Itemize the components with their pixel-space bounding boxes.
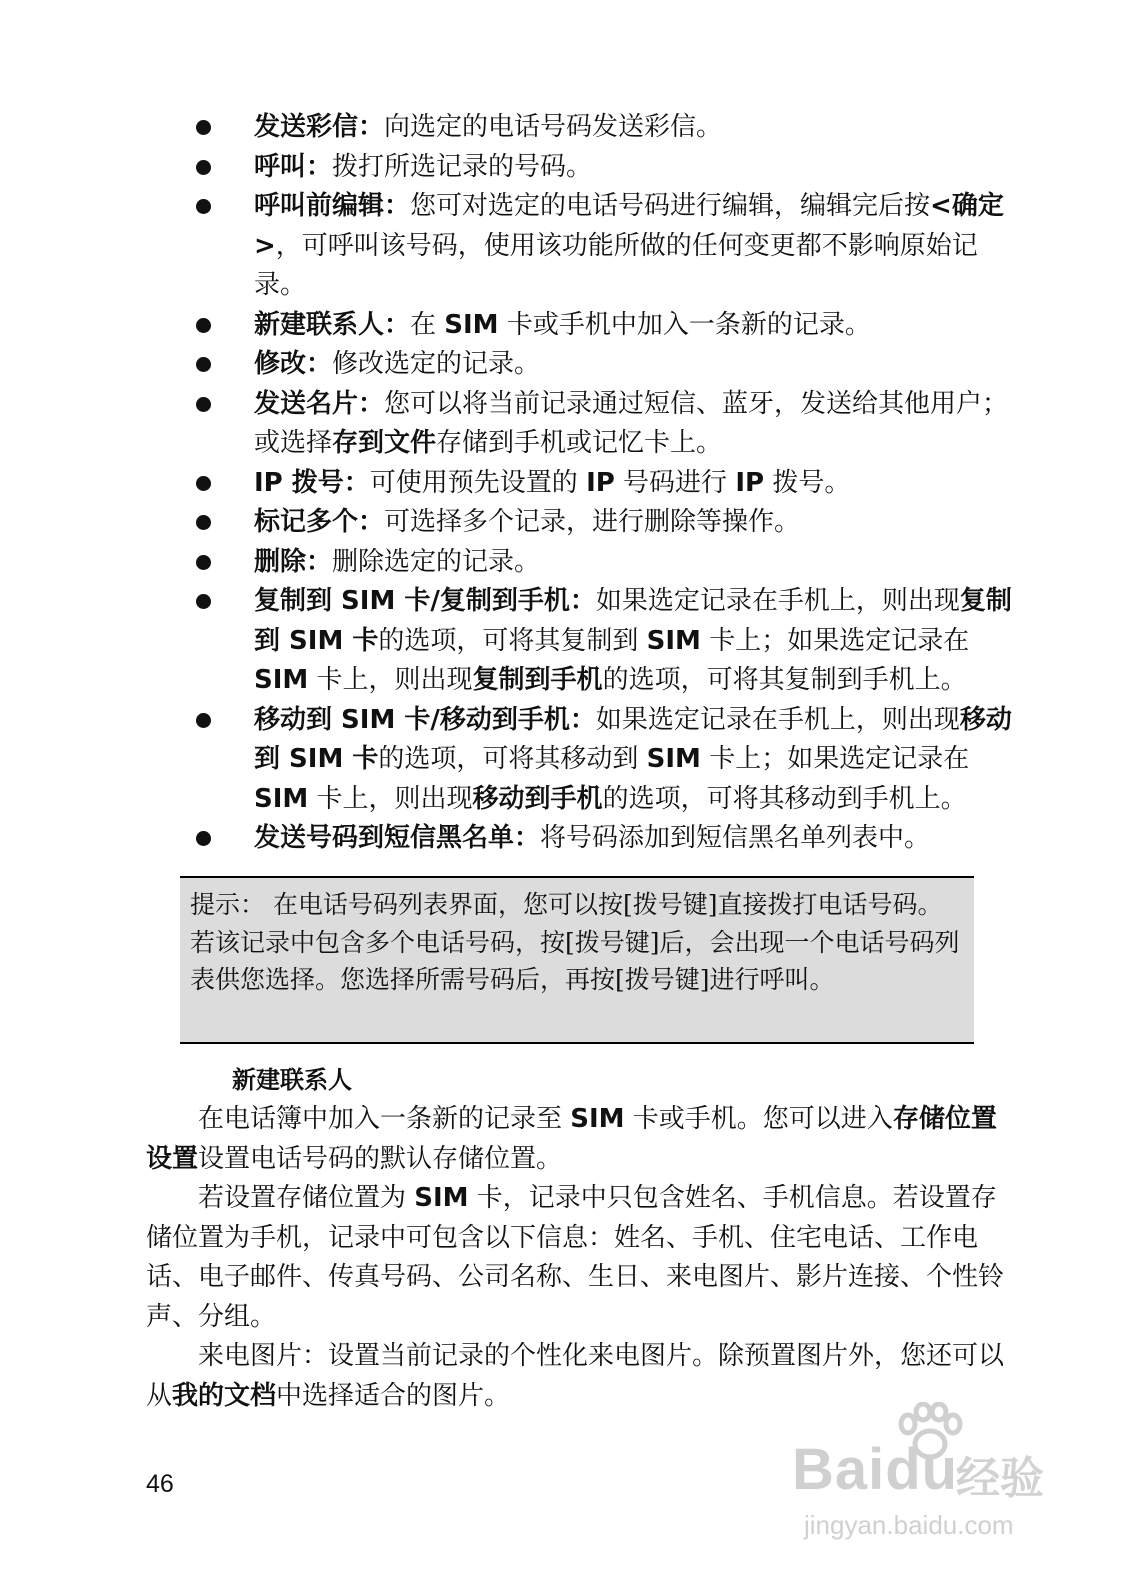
text-run: 拨打所选记录的号码。 [332,151,593,182]
text-run: 卡或手机中加入一条新的记录。 [498,309,871,340]
text-run: 可使用预先设置的 [369,467,587,498]
text-run: 设置电话号码的默认存储位置。 [198,1143,563,1174]
text-run: 若设置存储位置为 [198,1183,415,1213]
bullet-icon [196,555,211,570]
bold-term: IP [586,467,615,498]
text-run: 向选定的电话号码发送彩信。 [384,112,723,142]
bold-term: 复制到手机 [472,665,603,695]
bold-term: SIM [254,665,309,695]
paragraph [146,1100,1012,1179]
tip-text: 在电话号码列表界面，您可以按[拨号键]直接拨打电话号码。若该记录中包含多个电话号码，按[拨号键]后，会出现一个电话号码列表供您选择。您选择所需号码后，再按[拨号键]进行呼叫。 [190,890,960,994]
bold-term: 发送彩信： [254,112,385,142]
bold-term: 修改： [254,349,333,379]
text-run: 中选择适合的图片。 [276,1380,511,1411]
bold-term: 发送号码到短信黑名单： [254,823,541,853]
text-run: 拨号。 [764,467,851,498]
text-run: 号码进行 [614,467,736,498]
bullet-icon [196,515,211,530]
bold-term: 删除： [254,546,333,577]
bold-term: 移动到 SIM 卡/移动到手机： [254,704,596,735]
text-run: 可选择多个记录，进行删除等操作。 [384,507,801,537]
text-run: 存储到手机或记忆卡上。 [436,428,723,458]
bullet-icon [196,318,211,333]
bullet-icon [196,357,211,372]
text-run: 如果选定记录在手机上，则出现 [595,586,960,616]
baidu-jingyan-watermark [780,1396,1080,1556]
list-item [196,543,1016,583]
bold-term: 呼叫： [254,151,333,182]
text-run: 在电话簿中加入一条新的记录至 [198,1104,571,1134]
bold-term: 新建联系人： [254,309,411,340]
text-run: 您可以将当前记录通过短信、蓝牙，发送给其他用户；或选择 [254,388,1009,458]
bold-term: 呼叫前编辑： [254,191,411,221]
text-run: 的选项，可将其复制到手机上。 [602,665,967,695]
text-run: 的选项，可将其移动到 [378,744,647,774]
text-run: 的选项，可将其复制到 [378,625,647,656]
list-item [196,345,1016,385]
list-item [196,503,1016,543]
bullet-icon [196,397,211,412]
list-item [196,187,1016,306]
bold-term: SIM [646,625,701,656]
list-item [196,148,1016,188]
bold-term: 发送名片： [254,388,385,419]
tip-label: 提示： [190,890,266,919]
text-run: ，可呼叫该号码，使用该功能所做的任何变更都不影响原始记录。 [254,230,978,300]
list-item [196,108,1016,148]
text-run: 卡上，则出现 [308,783,473,814]
bold-term: 标记多个： [254,507,385,537]
bold-term: 存储位置设置 [146,1104,997,1174]
bold-term: IP [735,467,765,498]
watermark-url: jingyan.baidu.com [804,1510,1014,1540]
bullet-icon [196,594,211,609]
text-run: 卡上；如果选定记录在 [700,744,970,774]
bullet-icon [196,831,211,846]
bold-term: IP 拨号： [254,467,370,498]
bold-term: SIM [444,309,499,340]
bold-term: 复制到 SIM 卡/复制到手机： [254,586,596,616]
bullet-icon [196,199,211,214]
text-run: 您可对选定的电话号码进行编辑，编辑完后按 [410,191,931,221]
bold-term: SIM [646,744,701,774]
bold-term: SIM [570,1104,625,1134]
list-item [196,464,1016,504]
bullet-icon [196,476,211,491]
watermark-jingyan: 经验 [956,1454,1044,1503]
text-run: 卡或手机。您可以进入 [624,1104,893,1134]
list-item [196,819,1016,859]
bullet-icon [196,713,211,728]
section-title: 新建联系人 [232,1066,352,1094]
option-list [196,108,1016,859]
text-run: 如果选定记录在手机上，则出现 [595,704,960,735]
text-run: 在 [410,309,445,340]
text-run: 将号码添加到短信黑名单列表中。 [540,823,931,853]
bold-term: 存到文件 [332,428,437,458]
bold-term: <确定> [254,191,1004,261]
bold-term: 我的文档 [172,1380,277,1411]
watermark-logo: Baidu [792,1437,959,1502]
text-run: 修改选定的记录。 [332,349,541,379]
bold-term: 移动到 SIM 卡 [254,704,1012,774]
text-run: 卡上；如果选定记录在 [700,625,970,656]
bullet-icon [196,160,211,175]
list-item [196,306,1016,346]
list-item [196,582,1016,701]
text-run: 删除选定的记录。 [332,546,541,577]
paragraph [146,1179,1012,1337]
text-run: 卡上，则出现 [308,665,473,695]
text-run: 的选项，可将其移动到手机上。 [602,783,967,814]
list-item [196,385,1016,464]
text-run: 卡，记录中只包含姓名、手机信息。若设置存储位置为手机，记录中可包含以下信息：姓名、手机、住宅电话、工作电话、电子邮件、传真号码、公司名称、生日、来电图片、影片连接、个性铃声、分组。 [146,1183,1005,1332]
list-item [196,701,1016,820]
tip-box [180,876,974,1044]
page-number: 46 [146,1470,174,1498]
bold-term: SIM [414,1183,469,1213]
bullet-icon [196,120,211,135]
bold-term: SIM [254,783,309,814]
bold-term: 移动到手机 [472,783,603,814]
text-run: 来电图片：设置当前记录的个性化来电图片。除预置图片外，您还可以从 [146,1341,1005,1411]
bold-term: 复制到 SIM 卡 [254,586,1012,656]
